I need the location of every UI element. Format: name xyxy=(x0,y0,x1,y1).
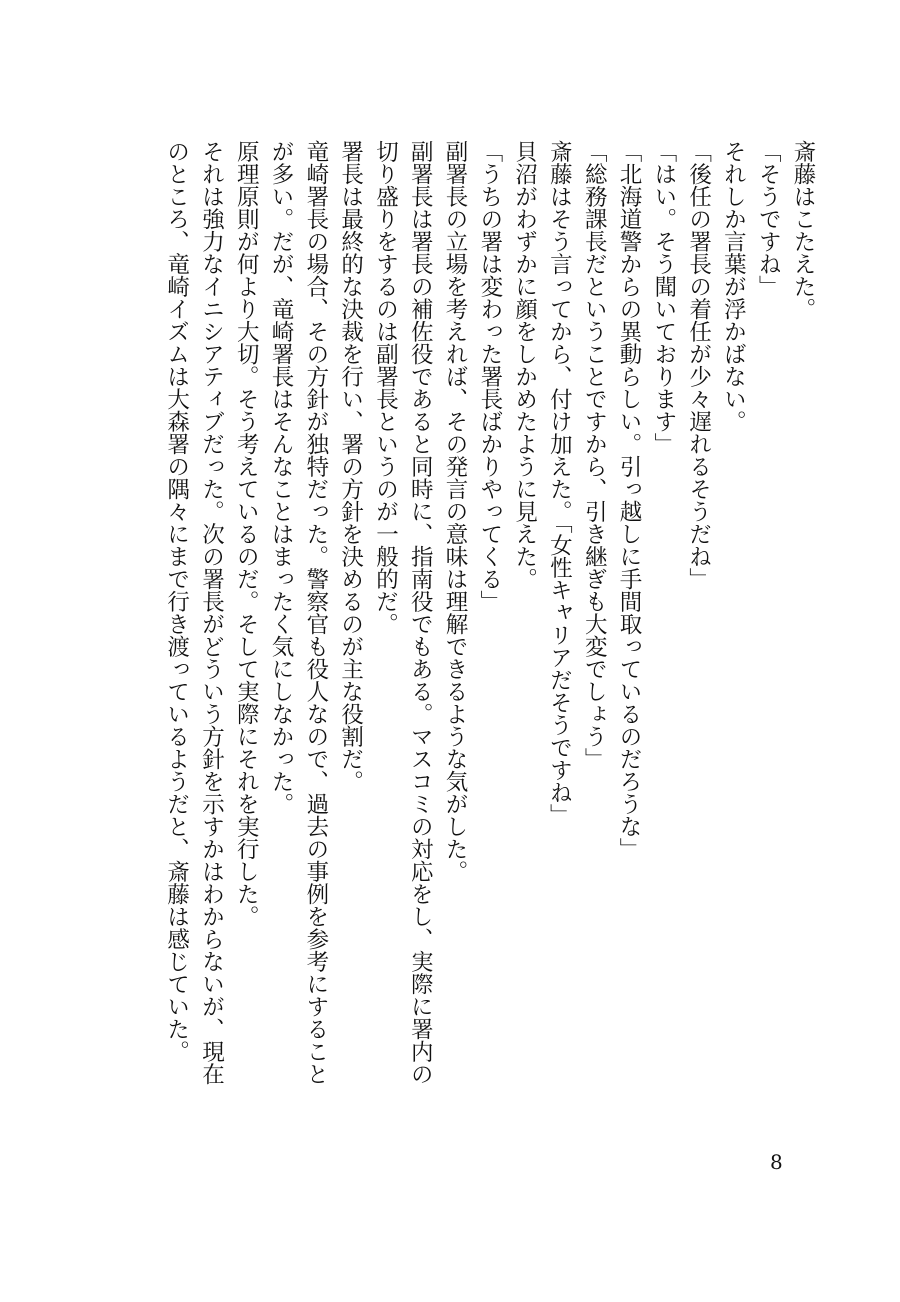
text-line: それしか言葉が浮かばない。 xyxy=(720,140,747,433)
text-line: 竜崎署長の場合、その方針が独特だった。警察官も役人なので、過去の事例を参考にすること xyxy=(302,140,329,1085)
text-line: のところ、竜崎イズムは大森署の隅々にまで行き渡っているようだと、斎藤は感じていた。 xyxy=(163,140,190,1063)
text-line: が多い。だが、竜崎署長はそんなことはまったく気にしなかった。 xyxy=(268,140,295,815)
text-line: 「そうですね」 xyxy=(755,140,782,298)
vertical-text-body xyxy=(159,140,820,1125)
text-line: 切り盛りをするのは副署長というのが一般的だ。 xyxy=(372,140,399,635)
text-line: 副署長は署長の補佐役であると同時に、指南役でもある。マスコミの対応をし、実際に署内の xyxy=(407,140,434,1085)
text-line: 「はい。そう聞いております」 xyxy=(650,140,677,455)
text-line: 副署長の立場を考えれば、その発言の意味は理解できるような気がした。 xyxy=(442,140,469,883)
text-line: 署長は最終的な決裁を行い、署の方針を決めるのが主な役割だ。 xyxy=(337,140,364,793)
text-line: それは強力なイニシアティブだった。次の署長がどういう方針を示すかはわからないが、現在 xyxy=(198,140,225,1085)
text-line: 「うちの署は変わった署長ばかりやってくる」 xyxy=(476,140,503,613)
text-line: 貝沼がわずかに顔をしかめたように見えた。 xyxy=(511,140,538,590)
text-line: 原理原則が何より大切。そう考えているのだ。そして実際にそれを実行した。 xyxy=(233,140,260,928)
text-line: 「総務課長だということですから、引き継ぎも大変でしょう」 xyxy=(581,140,608,770)
text-line: 「後任の署長の着任が少々遅れるそうだね」 xyxy=(685,140,712,590)
text-line: 斎藤はそう言ってから、付け加えた。「女性キャリアだそうですね」 xyxy=(546,140,573,827)
page-number: 8 xyxy=(770,1150,783,1174)
text-line: 斎藤はこたえた。 xyxy=(790,140,816,320)
text-line: 「北海道警からの異動らしい。引っ越しに手間取っているのだろうな」 xyxy=(616,140,643,860)
